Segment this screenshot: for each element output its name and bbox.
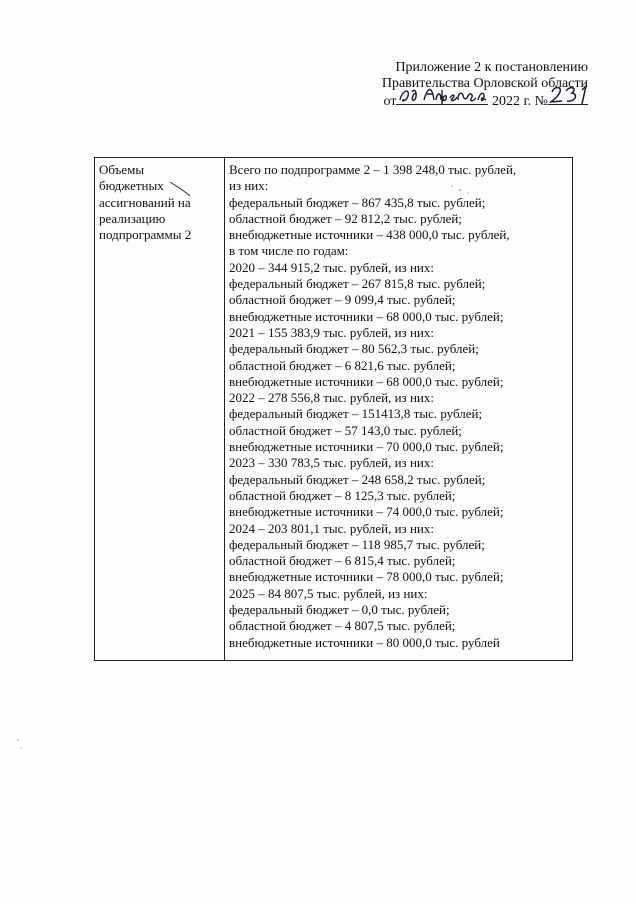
year-and-number-label: 2022 г. № [491, 94, 548, 109]
content-line: внебюджетные источники – 80 000,0 тыс. рублей [229, 634, 500, 650]
content-line: федеральный бюджет – 80 562,3 тыс. рублей; [229, 341, 479, 357]
appendix-title: Приложение 2 к постановлению [395, 60, 588, 75]
table-row [95, 158, 573, 661]
content-line: внебюджетные источники – 70 000,0 тыс. рублей; [229, 439, 504, 455]
year-2022-line: 2022 – 278 556,8 тыс. рублей, из них: [229, 390, 434, 406]
label-line: реализацию [99, 210, 166, 226]
year-2021-line: 2021 – 155 383,9 тыс. рублей, из них: [229, 324, 434, 340]
content-line: областной бюджет – 57 143,0 тыс. рублей; [229, 422, 462, 438]
scan-speck [17, 739, 18, 740]
content-line: областной бюджет – 8 125,3 тыс. рублей; [229, 487, 456, 503]
content-line: федеральный бюджет – 118 985,7 тыс. рублей; [229, 536, 485, 552]
content-line: федеральный бюджет – 867 435,8 тыс. рублей; [229, 194, 486, 210]
scan-speck [20, 747, 21, 748]
government-name: Правительства Орловской области [381, 76, 588, 91]
content-line: областной бюджет – 6 821,6 тыс. рублей; [229, 357, 456, 373]
content-line: в том числе по годам: [229, 243, 349, 259]
budget-allocation-table [94, 157, 573, 661]
handwritten-date-signature [396, 82, 492, 106]
label-line: бюджетных [99, 178, 164, 194]
content-line: внебюджетные источники – 438 000,0 тыс. рублей, [229, 227, 510, 243]
handwritten-number-signature [548, 82, 592, 106]
content-line: областной бюджет – 9 099,4 тыс. рублей; [229, 292, 456, 308]
total-line: Всего по подпрограмме 2 – 1 398 248,0 тыс. рублей, [229, 162, 517, 177]
content-line: внебюджетные источники – 68 000,0 тыс. рублей; [229, 308, 504, 324]
content-line: областной бюджет – 92 812,2 тыс. рублей; [229, 210, 462, 226]
content-cell [225, 158, 573, 661]
content-line: федеральный бюджет – 267 815,8 тыс. рублей; [229, 276, 486, 292]
content-line: внебюджетные источники – 78 000,0 тыс. рублей; [229, 569, 504, 585]
label-line: ассигнований на [99, 194, 191, 210]
year-2024-line: 2024 – 203 801,1 тыс. рублей, из них: [229, 520, 434, 536]
content-line: федеральный бюджет – 151413,8 тыс. рублей; [229, 406, 483, 422]
label-line: подпрограммы 2 [99, 227, 192, 243]
handwritten-date-field [396, 92, 488, 105]
date-prefix: от [383, 94, 397, 109]
content-line: из них: [229, 178, 269, 194]
appendix-header [358, 60, 588, 108]
content-line: федеральный бюджет – 248 658,2 тыс. рублей; [229, 471, 486, 487]
content-line: федеральный бюджет – 0,0 тыс. рублей; [229, 602, 450, 618]
year-2020-line: 2020 – 344 915,2 тыс. рублей, из них: [229, 259, 434, 275]
label-cell [95, 158, 225, 661]
content-line: внебюджетные источники – 68 000,0 тыс. рублей; [229, 373, 504, 389]
year-2023-line: 2023 – 330 783,5 тыс. рублей, из них: [229, 455, 434, 471]
handwritten-number-field [548, 92, 588, 105]
resolution-date-line [358, 92, 588, 108]
label-line: Объемы [99, 162, 145, 177]
content-line: областной бюджет – 6 815,4 тыс. рублей; [229, 553, 456, 569]
content-line: внебюджетные источники – 74 000,0 тыс. рублей; [229, 504, 504, 520]
content-line: областной бюджет – 4 807,5 тыс. рублей; [229, 618, 456, 634]
year-2025-line: 2025 – 84 807,5 тыс. рублей, из них: [229, 585, 428, 601]
